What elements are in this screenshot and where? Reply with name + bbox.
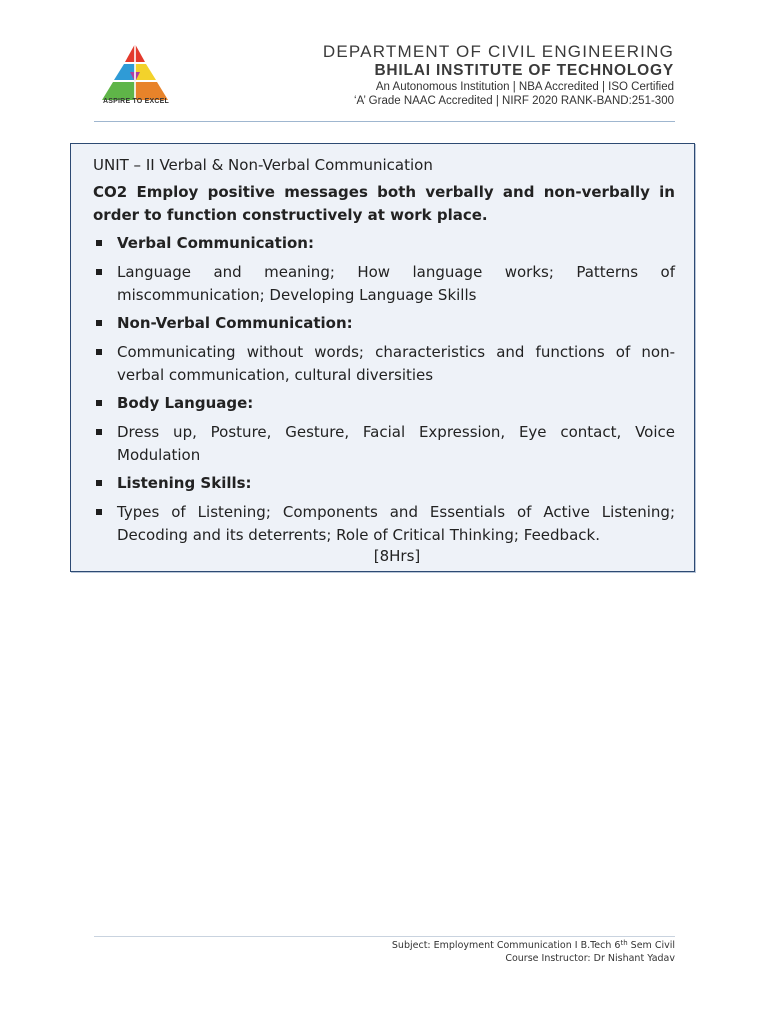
list-item-text: Dress up, Posture, Gesture, Facial Expression, Eye contact, Voice Modulation xyxy=(117,423,675,464)
footer-subject-suffix: Sem Civil xyxy=(627,940,675,951)
unit-title: UNIT – II Verbal & Non-Verbal Communication xyxy=(93,156,433,174)
footer-divider xyxy=(94,936,675,937)
course-outcome: CO2 Employ positive messages both verbally and non-verbally in order to function constructively at work place. xyxy=(93,183,675,224)
list-item-text: Listening Skills: xyxy=(117,474,252,492)
accreditation-line-2: ‘A’ Grade NAAC Accredited | NIRF 2020 RANK-BAND:251-300 xyxy=(353,95,674,107)
square-bullet-icon xyxy=(96,480,102,486)
list-item xyxy=(93,261,675,307)
unit-hours: [8Hrs] xyxy=(373,547,421,565)
header-divider xyxy=(94,121,675,122)
list-item-text: Communicating without words; characteristics and functions of non-verbal communication, cultural diversities xyxy=(117,343,675,384)
list-item xyxy=(93,472,675,495)
footer-subject-sup: th xyxy=(620,939,628,947)
logo-tagline: ASPIRE TO EXCEL xyxy=(103,98,169,105)
square-bullet-icon xyxy=(96,320,102,326)
list-item-text: Types of Listening; Components and Essentials of Active Listening; Decoding and its deterrents; Role of Critical Thinking; Feedback. xyxy=(117,503,675,544)
footer-subject xyxy=(392,939,675,952)
list-item xyxy=(93,421,675,467)
triangle-logo-icon xyxy=(100,42,170,102)
page-footer xyxy=(392,939,675,965)
square-bullet-icon xyxy=(96,429,102,435)
list-item xyxy=(93,232,675,255)
footer-subject-prefix: Subject: Employment Communication I B.Tech 6 xyxy=(391,940,621,951)
list-item-text: Body Language: xyxy=(117,394,254,412)
accreditation-line-1: An Autonomous Institution | NBA Accredited | ISO Certified xyxy=(375,81,674,93)
syllabus-unit-box xyxy=(70,143,695,572)
list-item xyxy=(93,341,675,387)
footer-instructor: Course Instructor: Dr Nishant Yadav xyxy=(505,953,675,964)
square-bullet-icon xyxy=(96,509,102,515)
department-name: DEPARTMENT OF CIVIL ENGINEERING xyxy=(322,42,674,61)
list-item-text: Verbal Communication: xyxy=(117,234,314,252)
list-item-text: Language and meaning; How language works; Patterns of miscommunication; Developing Language Skills xyxy=(117,263,675,304)
list-item-text: Non-Verbal Communication: xyxy=(117,314,353,332)
list-item xyxy=(93,312,675,335)
institute-name: BHILAI INSTITUTE OF TECHNOLOGY xyxy=(374,62,674,79)
square-bullet-icon xyxy=(96,349,102,355)
list-item xyxy=(93,392,675,415)
letterhead xyxy=(323,42,674,108)
square-bullet-icon xyxy=(96,240,102,246)
square-bullet-icon xyxy=(96,400,102,406)
square-bullet-icon xyxy=(96,269,102,275)
list-item xyxy=(93,501,675,547)
